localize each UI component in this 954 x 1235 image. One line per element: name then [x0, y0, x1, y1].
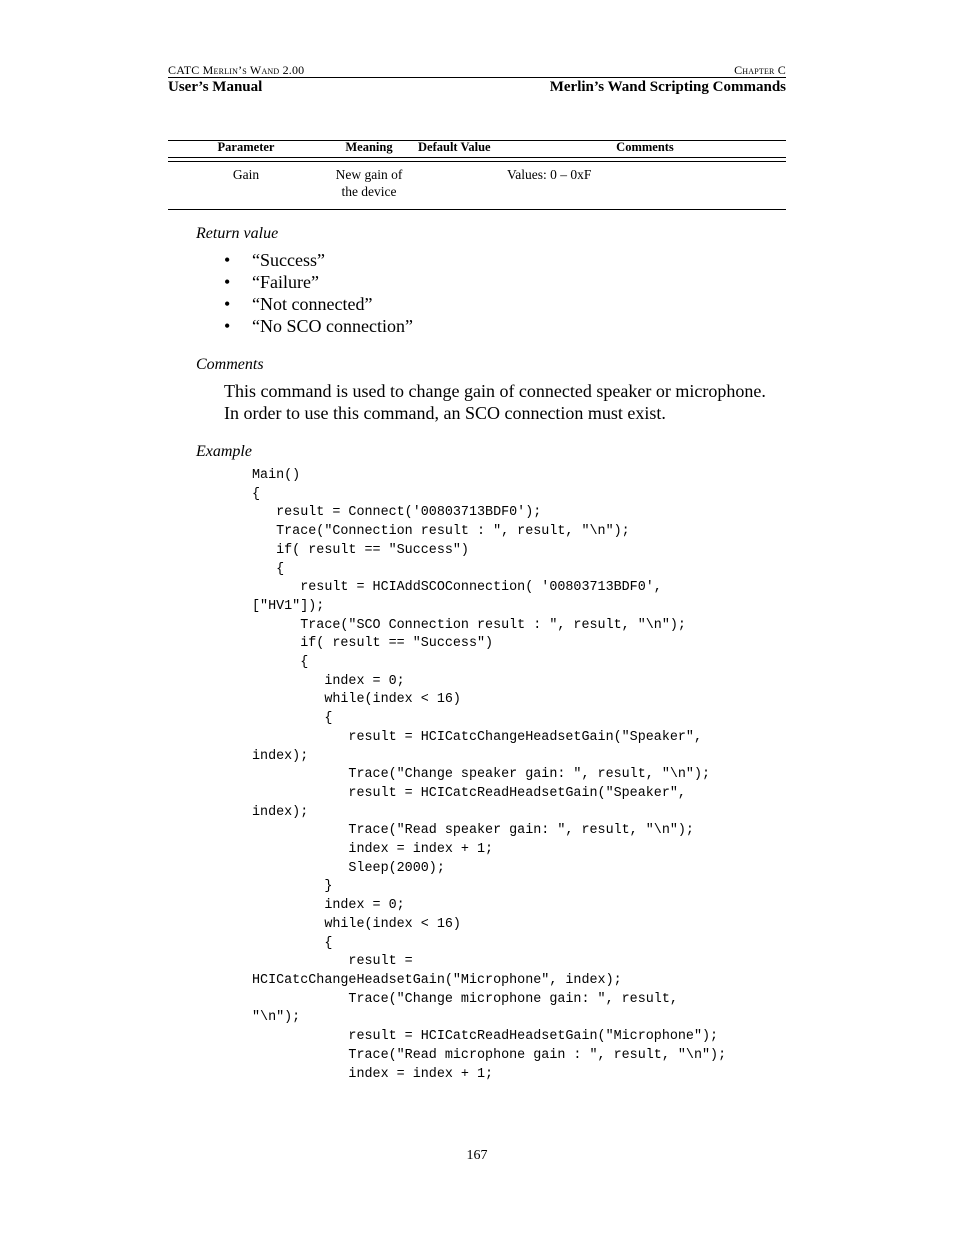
header-chapter: Chapter C: [734, 63, 786, 77]
code-line: while(index < 16): [252, 916, 461, 932]
col-header-meaning: Meaning: [345, 140, 393, 154]
col-header-comments: Comments: [616, 140, 674, 154]
header-product: CATC Merlin’s Wand 2.00: [168, 63, 305, 77]
code-line: Sleep(2000);: [252, 860, 445, 876]
header-rule: [168, 77, 786, 78]
code-line: while(index < 16): [252, 692, 461, 708]
cell-comments: Values: 0 – 0xF: [507, 167, 592, 182]
code-line: Trace("Read speaker gain: ", result, "\n");: [252, 823, 694, 839]
list-item: • “Success”: [224, 249, 413, 271]
code-line: ["HV1"]);: [252, 598, 325, 614]
code-line: Main(): [252, 468, 301, 483]
code-line: if( result == "Success"): [252, 542, 469, 558]
cell-parameter: Gain: [232, 167, 260, 182]
code-line: index);: [252, 804, 309, 820]
header-manual: User’s Manual: [168, 79, 263, 95]
col-header-parameter: Parameter: [217, 140, 275, 154]
table-header-rule-1: [168, 157, 786, 158]
code-line: Trace("Read microphone gain : ", result, "\n");: [252, 1047, 727, 1063]
example-title: Example: [196, 443, 252, 460]
code-line: {: [252, 561, 285, 577]
comments-paragraph: This command is used to change gain of connected speaker or microphone. In order to use this command, an SCO connection must exist.: [224, 381, 766, 423]
code-line: result = HCICatcReadHeadsetGain("Speaker",: [252, 785, 686, 801]
comments-title: Comments: [196, 356, 264, 373]
example-code-block: [252, 467, 726, 1084]
cell-meaning: New gain of the device: [335, 167, 403, 199]
list-item: • “No SCO connection”: [224, 315, 413, 337]
code-line: }: [252, 879, 333, 895]
code-line: Trace("Change speaker gain: ", result, "\n");: [252, 767, 711, 783]
code-line: {: [252, 655, 309, 671]
code-line: result = Connect('00803713BDF0');: [252, 505, 542, 521]
code-line: {: [252, 486, 261, 502]
code-line: Trace("Connection result : ", result, "\n");: [252, 524, 630, 540]
code-line: {: [252, 935, 333, 951]
col-header-default: Default Value: [418, 140, 491, 154]
code-line: index = 0;: [252, 673, 405, 689]
return-value-title: Return value: [196, 225, 279, 242]
table-header-rule-2: [168, 161, 786, 162]
code-line: "\n");: [252, 1010, 301, 1026]
code-line: result = HCIAddSCOConnection( '00803713BDF0',: [252, 580, 662, 596]
code-line: Trace("SCO Connection result : ", result, "\n");: [252, 617, 686, 633]
code-line: result =: [252, 954, 413, 970]
code-line: result = HCICatcChangeHeadsetGain("Speaker",: [252, 729, 702, 745]
code-line: {: [252, 711, 333, 727]
page-number: 167: [466, 1148, 488, 1163]
code-line: Trace("Change microphone gain: ", result,: [252, 991, 678, 1007]
code-line: result = HCICatcReadHeadsetGain("Microphone");: [252, 1029, 719, 1045]
return-value-list: [224, 249, 413, 337]
code-line: index = 0;: [252, 898, 405, 914]
list-item: • “Not connected”: [224, 293, 413, 315]
code-line: index = index + 1;: [252, 1066, 494, 1082]
table-bottom-rule: [168, 209, 786, 210]
code-line: index = index + 1;: [252, 842, 494, 858]
code-line: HCICatcChangeHeadsetGain("Microphone", index);: [252, 972, 622, 988]
code-line: if( result == "Success"): [252, 636, 494, 652]
header-section: Merlin’s Wand Scripting Commands: [549, 79, 786, 95]
code-line: index);: [252, 748, 309, 764]
list-item: • “Failure”: [224, 271, 413, 293]
